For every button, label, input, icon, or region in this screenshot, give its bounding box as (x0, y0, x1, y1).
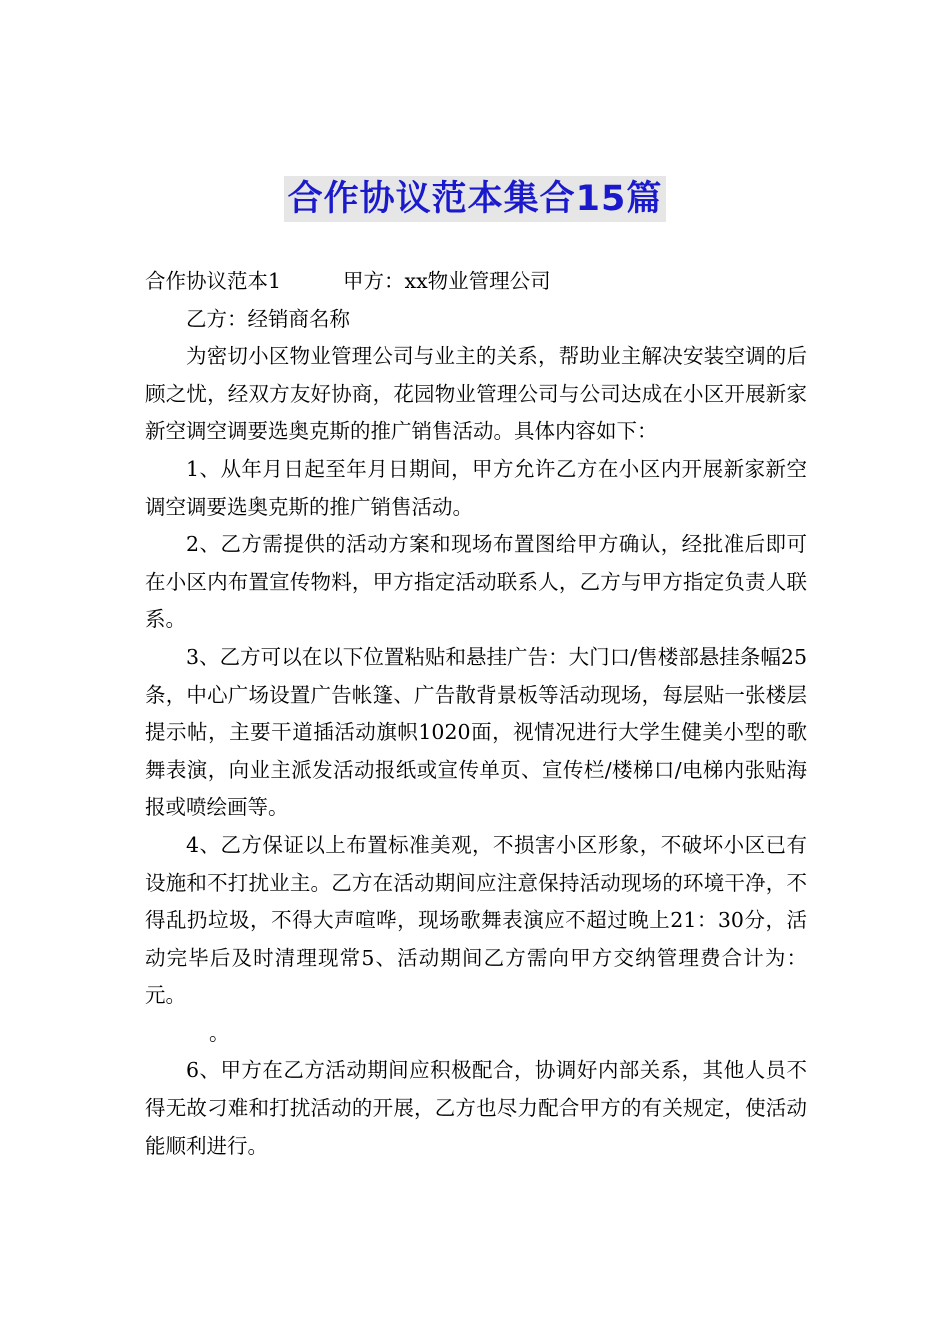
party-a-line: 甲方：xx物业管理公司 (343, 269, 551, 293)
agreement-label: 合作协议范本1 (145, 269, 282, 293)
party-b-text: 乙方：经销商名称 (186, 306, 350, 331)
paragraph-clause-6: 6、甲方在乙方活动期间应积极配合，协调好内部关系，其他人员不得无故刁难和打扰活动的开展，乙方也尽力配合甲方的有关规定，使活动能顺利进行。 (145, 1058, 807, 1158)
stray-period-line (145, 1015, 807, 1053)
paragraph-clause-4-5: 4、乙方保证以上布置标准美观，不损害小区形象，不破坏小区已有设施和不打扰业主。乙方在活动期间应注意保持活动现场的环境干净，不得乱扔垃圾，不得大声喧哗，现场歌舞表演应不超过晚上21：30分，活动完毕后及时清理现常5、活动期间乙方需向甲方交纳管理费合计为：元。 (145, 832, 807, 1008)
title-container (0, 176, 950, 222)
paragraph-clause-2: 2、乙方需提供的活动方案和现场布置图给甲方确认，经批准后即可在小区内布置宣传物料，甲方指定活动联系人，乙方与甲方指定负责人联系。 (145, 532, 807, 632)
party-b-line (145, 301, 807, 339)
paragraph-clause-1: 1、从年月日起至年月日期间，甲方允许乙方在小区内开展新家新空调空调要选奥克斯的推广销售活动。 (145, 456, 807, 519)
document-title: 合作协议范本集合15篇 (284, 176, 667, 222)
paragraph-clause-3: 3、乙方可以在以下位置粘贴和悬挂广告：大门口/售楼部悬挂条幅25条，中心广场设置广告帐篷、广告散背景板等活动现场，每层贴一张楼层提示帖，主要干道插活动旗帜1020面，视情况进行大学生健美小型的歌舞表演，向业主派发活动报纸或宣传单页、宣传栏/楼梯口/电梯内张贴海报或喷绘画等。 (145, 644, 807, 820)
document-body (145, 263, 807, 1165)
paragraph-intro: 为密切小区物业管理公司与业主的关系，帮助业主解决安装空调的后顾之忧，经双方友好协商，花园物业管理公司与公司达成在小区开展新家新空调空调要选奥克斯的推广销售活动。具体内容如下： (145, 344, 807, 444)
stray-period: 。 (209, 1020, 230, 1045)
header-line (145, 263, 807, 301)
